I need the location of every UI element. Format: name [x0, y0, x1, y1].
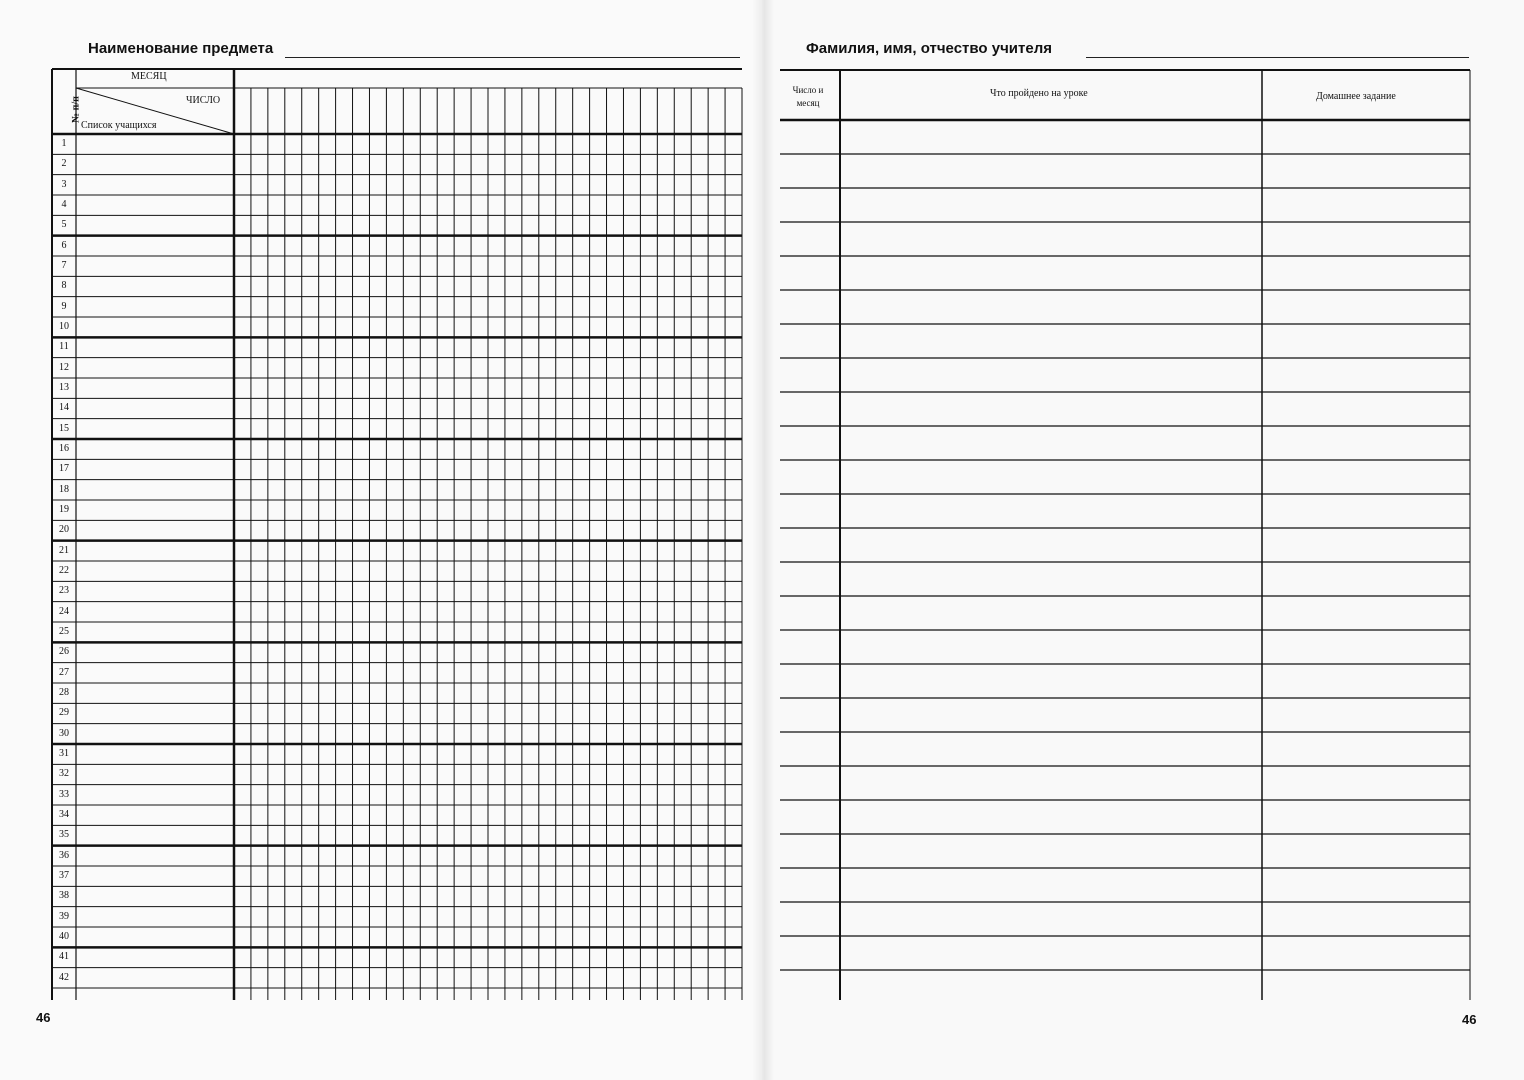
left-page-number: 46 — [36, 1010, 51, 1025]
row-number: 27 — [59, 666, 69, 678]
row-number: 11 — [59, 341, 69, 353]
row-number: 17 — [59, 463, 69, 475]
row-number: 32 — [59, 768, 69, 780]
row-number: 8 — [61, 280, 67, 292]
row-number: 39 — [59, 910, 69, 922]
row-number: 14 — [59, 402, 69, 414]
row-number: 23 — [59, 585, 69, 597]
row-number: 4 — [61, 199, 67, 210]
teacher-label: Фамилия, имя, отчество учителя — [806, 40, 1052, 57]
row-number: 36 — [59, 849, 69, 861]
row-number: 40 — [59, 931, 69, 942]
row-number: 12 — [59, 361, 69, 373]
column-index-header: № п/п — [70, 96, 82, 123]
row-number: 38 — [59, 890, 69, 902]
row-number: 35 — [59, 829, 69, 841]
row-number: 41 — [59, 951, 69, 963]
lesson-column-header: Что пройдено на уроке — [990, 88, 1088, 99]
row-number: 19 — [59, 504, 69, 515]
row-number: 7 — [61, 260, 67, 271]
row-number: 10 — [59, 321, 69, 332]
row-number: 25 — [59, 626, 69, 637]
row-number: 20 — [59, 524, 69, 536]
row-number: 13 — [59, 382, 69, 393]
row-number: 26 — [59, 646, 69, 658]
subject-label: Наименование предмета — [88, 40, 274, 57]
row-number: 42 — [59, 971, 69, 983]
row-number: 24 — [59, 605, 69, 617]
row-number: 15 — [59, 422, 69, 434]
row-number: 29 — [59, 707, 69, 719]
row-number: 28 — [59, 687, 69, 698]
month-header: МЕСЯЦ — [131, 71, 167, 82]
row-number: 22 — [59, 565, 69, 576]
row-number: 30 — [59, 727, 69, 739]
row-number: 37 — [59, 870, 69, 881]
row-number: 31 — [59, 748, 69, 759]
row-number: 21 — [59, 544, 69, 556]
homework-column-header: Домашнее задание — [1316, 91, 1396, 102]
row-number: 6 — [61, 239, 67, 251]
day-header: ЧИСЛО — [186, 95, 221, 106]
students-header: Список учащихся — [81, 120, 157, 131]
row-number: 16 — [59, 443, 69, 454]
row-number: 34 — [59, 809, 69, 820]
row-number: 1 — [61, 138, 67, 149]
row-number: 5 — [61, 219, 67, 231]
row-number: 33 — [59, 788, 69, 800]
row-number: 18 — [59, 483, 69, 495]
row-number: 9 — [61, 300, 67, 312]
right-page-number: 46 — [1462, 1012, 1477, 1027]
date-column-header: Число и месяц — [792, 85, 824, 108]
row-number: 2 — [61, 158, 67, 170]
row-number: 3 — [61, 178, 67, 190]
